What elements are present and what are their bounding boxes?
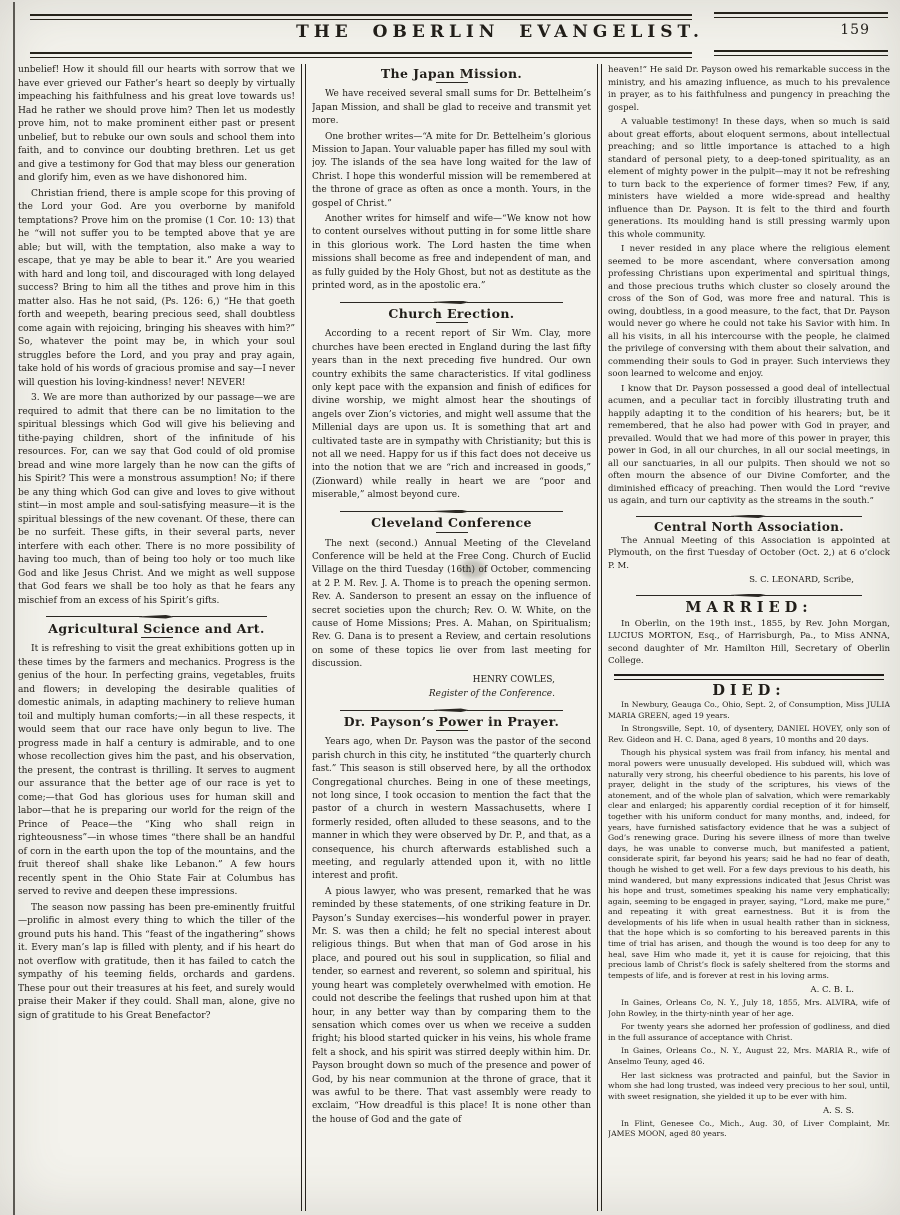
ornament-diamond: [139, 615, 175, 619]
paragraph: A pious lawyer, who was present, remarked that he was reminded by these statements, of one striking feature in Dr. Payson’s Sunday exercises—his wonderful power in prayer. Mr. S. was then a child; he felt no special interest about religious things. But when that man of God arose in his place, and poured out his soul in supplication, so filial and tender, so earnest and reverent, so solemn and spiritual, his young heart was completely overwhelmed with emotion. He could not describe the feelings that rushed upon him at that hour, in any better way than by comparing them to the sensation which comes over us when we receive a sudden fright; his blood started quicker in his veins, his whole frame felt a shock, and his spirit was stirred deeply within him. Dr. Payson brought down so much of the presence and power of God, by his near communion at the throne of grace, that it was awful to be there. That vast assembly were ready to exclaim, “How dreadful is this place! It is none other than the house of God and the gate of: [312, 886, 591, 1125]
masthead: [0, 0, 900, 62]
column-divider-rule: [301, 64, 306, 1211]
paragraph: It is refreshing to visit the great exhibitions gotten up in these times by the farmers and mechanics. Progress is the genius of the hour. In perfecting grains, vegetables, fruits and flowers; in developing the desirable qualities of domestic animals, in adapting machinery to relieve human toil and multiply human comforts;—in all these respects, it would seem that our race have only begun to live. The progress made in half a century is admirable, and to one whose recollection gives him the past, and his observation, the present, the contrast is thrilling. It serves to augment our assurance that the better age of our race is yet to come;—that God has glorious uses for human skill and labor—that he is preparing our world for the reign of the Prince of Peace—the “King who shall reign in righteousness”—in whose times “there shall be an handful of corn in the earth upon the top of the mountains, and the fruit thereof shall shake like Lebanon.” A few hours recently spent in the Ohio State Fair at Columbus has served to revive and deepen these impressions.: [18, 644, 295, 897]
heading-rule: [436, 322, 468, 323]
paragraph: According to a recent report of Sir Wm. Clay, more churches have been erected in England during the last fifty years than in the next preceding five hundred. Our own country exhibits the same characteristics. If vital godliness only kept pace with the expansion and finish of edifices for divine worship, we might almost hear the shoutings of angels over Zion’s victories, and might well assume that the Millenial days are upon us. It is something that art and cultivated taste are in sympathy with Christianity; but this is not all we need. Happy for us if this fact does not deceive us into the notion that we are “rich and increased in goods,” (Zionward) while really in heart we are “poor and miserable,” almost beyond cure.: [312, 329, 591, 501]
obituary-paragraph: In Flint, Genesee Co., Mich., Aug. 30, of Liver Complaint, Mr. JAMES MOON, aged 80 years.: [608, 1118, 890, 1139]
ornament-diamond: [731, 515, 767, 519]
divider-ornament: [636, 515, 862, 519]
signature-initials: A. S. S.: [822, 1106, 854, 1117]
heading-rule: [436, 82, 468, 83]
obituary-paragraph: For twenty years she adorned her profession of godliness, and died in the full assurance of acceptance with Christ.: [608, 1022, 890, 1042]
paragraph: We have received several small sums for Dr. Bettelheim’s Japan Mission, and shall be glad to receive and transmit yet more.: [312, 89, 591, 127]
paragraph: The next (second.) Annual Meeting of the Cleveland Conference will be held at the Free Cong. Church of Euclid Village on the third Tuesday (16th) of October, commencing at 2 P. M. Rev. J. A. Thome is to preach the opening sermon. Rev. A. Sanderson to present an essay on the influence of secret societies upon the church; Rev. O. W. White, on the cause of Home Missions; Pres. A. Mahan, on Spiritualism; Rev. G. Dana is to present a Review, and certain resolutions on some of these topics lie over from last meeting for discussion.: [312, 538, 591, 670]
paragraph: heaven!” He said Dr. Payson owed his remarkable success in the ministry, and his amazing influence, as much to his prevalence in prayer, as to his faithfulness and pungency in preaching the gospel.: [608, 65, 890, 113]
column-1: [18, 64, 295, 1211]
column-divider-rule: [597, 64, 602, 1211]
paragraph: Years ago, when Dr. Payson was the pastor of the second parish church in this city, he instituted “the quarterly church fast.” This season is still observed here, by all the orthodox Congregational churches. Being in one of these meetings, not long since, I took occasion to mention the fact that the pastor of a church in western Massachusetts, where I formerly resided, often alluded to these seasons, and to the manner in which they were observed by Dr. P., and that, as a consequence, his church afterwards established such a meeting, and regularly attended upon it, with no little interest and profit.: [312, 737, 591, 882]
paragraph: I never resided in any place where the religious element seemed to be more ascendant, where conversation among professing Christians upon experimental and spiritual things, and those precious truths which cluster so closely around the cross of the Son of God, was more free and natural. This is owing, doubtless, in a good measure, to the fact, that Dr. Payson would never go where he could not take his Savior with him. In all his visits, in all his intercourse with the people, he claimed the privilege of conversing with them about their salvation, and commending their souls to God in prayer. Such interviews they soon learned to welcome and enjoy.: [608, 244, 890, 379]
masthead-rule-top-right: [714, 12, 888, 18]
ornament-diamond: [434, 708, 470, 712]
ornament-diamond: [434, 301, 470, 305]
paragraph: unbelief! How it should fill our hearts with sorrow that we have ever grieved our Father’s heart so deeply by virtually impeaching his faithfulness and his great love towards us! Had he rather we should prove him? Then let us modestly prove him, not to make prominent either past or present unbelief, but to rebuke our own souls and school them into faith, and to convince our doubting brethren. Let us get and give a testimony for God that may bless our generation and glorify him, even as we have dishonored him.: [18, 65, 295, 183]
column-layout: [18, 64, 890, 1211]
article-heading: Dr. Payson’s Power in Prayer.: [343, 713, 560, 729]
paragraph: 3. We are more than authorized by our passage—we are required to admit that there can be no limitation to the spiritual blessings which God will give his believing and tithe-paying children, short of the infinitude of his resources. For, can we say that God could of old promise bread and wine more largely than he now can the gifts of his Spirit? This were a monstrous assumption! No; if there be any thing which God can give and loves to give without stint—in most ample and soul-satisfying measure—it is the spiritual blessings of the new covenant. Of these, there can be no surfeit. These gifts, in their several parts, never interfere with each other. There is no more possibility of having too much, than of being too holy or too much like God and like Jesus Christ. And we might as well suppose that God fears we shall be too holy as that he fears any mischief from an excess of his Spirit’s gifts.: [18, 393, 295, 606]
signature-title: Register of the Conference.: [428, 689, 555, 700]
paragraph: A valuable testimony! In these days, when so much is said about great efforts, about eloquent sermons, about intellectual preaching; and so little importance is attached to a high standard of personal piety, to a deep-toned spirituality, as an element of mighty power in the pulpit—may it not be refreshing to turn back to the experience of former times? Few, if any, ministers have wielded a more wide-spread and healthy influence than Dr. Payson. It is felt to the third and fourth generations. Its moulding hand is still pressing warmly upon this whole community.: [608, 117, 890, 240]
obituary-paragraph: In Strongsville, Sept. 10, of dysentery, DANIEL HOVEY, only son of Rev. Gideon and H. C. Dana, aged 8 years, 10 months and 20 days.: [608, 724, 890, 744]
paragraph: In Oberlin, on the 19th inst., 1855, by Rev. John Morgan, LUCIUS MORTON, Esq., of Harrisburgh, Pa., to Miss ANNA, second daughter of Mr. Hamilton Hill, Secretary of Oberlin College.: [608, 618, 890, 666]
divider-ornament: [636, 594, 862, 598]
masthead-rule-top-left: [30, 14, 692, 20]
signature-initials: A. C. B. L.: [810, 985, 854, 996]
paragraph: The Annual Meeting of this Association is appointed at Plymouth, on the first Tuesday of October (Oct. 2,) at 6 o’clock P. M.: [608, 535, 890, 571]
column-2: [312, 64, 591, 1211]
heading-rule: [436, 730, 468, 731]
divider-ornament: [340, 510, 563, 514]
divider-ornament: [46, 615, 268, 619]
page-number: 159: [840, 22, 870, 38]
paragraph: One brother writes—“A mite for Dr. Bettelheim’s glorious Mission to Japan. Your valuable paper has filled my soul with joy. The islands of the sea have long waited for the law of Christ. I hope this wonderful mission will be remembered at the throne of grace as often as once a month. Yours, in the gospel of Christ.”: [312, 131, 591, 209]
obituary-paragraph: In Newbury, Geauga Co., Ohio, Sept. 2, of Consumption, Miss JULIA MARIA GREEN, aged 19 years.: [608, 700, 890, 720]
obituary-paragraph: In Gaines, Orleans Co, N. Y., July 18, 1855, Mrs. ALVIRA, wife of John Rowley, in the thirty-ninth year of her age.: [608, 997, 890, 1018]
section-heading: DIED:: [712, 681, 786, 699]
obituary-paragraph: Though his physical system was frail from infancy, his mental and moral powers were unusually developed. His subdued will, which was naturally very strong, his cheerful obedience to his parents, his love of prayer, delight in the study of the scriptures, his views of the atonement, and of the whole plan of salvation, which were remarkably clear and enlarged; his apparently cordial reception of it for himself, together with his uniform conduct for many months, and, indeed, for years, have furnished satisfactory evidence that he was a subject of God’s renewing grace. During his severe illness of more than twelve days, he was unable to converse much, but manifested a patient, considerate spirit, far beyond his years; said he had no fear of death, though he wished to get well. For a few days previous to his death, his mind wandered, but many expressions indicated that Jesus Christ was his hope and trust, sometimes speaking his name very emphatically; again, seeming to be engaged in prayer, saying, “Lord, make me pure,” and repeating it with great earnestness. But it is from the developments of his life when in usual health rather than in sickness, that the hope which is so comforting to his bereaved parents in this time of trial has arisen, and though the wound is too deep for any to heal, save Him who made it, yet it is cause for rejoicing, that this precious lamb of Christ’s flock is safely sheltered from the storms and tempests of life, and is forever at rest in his loving arms.: [608, 748, 890, 980]
page-edge-rule: [13, 2, 15, 1215]
paper-title: THE OBERLIN EVANGELIST.: [296, 22, 704, 42]
heading-rule: [141, 637, 173, 638]
paragraph: I know that Dr. Payson possessed a good deal of intellectual acumen, and a peculiar tact in forcibly illustrating truth and happily adapting it to the condition of his hearers; but, be it remembered, that he also had power with God in prayer, and prevailed. Would that we had more of this power in prayer, this power in God, in all our churches, in all our social meetings, in all our sanctuaries, in all our pulpits. Then should we not so often mourn the absence of our Divine Comforter, and the diminished efficacy of preaching. Then would the Lord “revive us again, and turn our captivity as the streams in the south.”: [608, 383, 890, 506]
signature: HENRY COWLES,: [472, 674, 555, 685]
article-heading: The Japan Mission.: [380, 66, 523, 81]
heading-rule: [436, 532, 468, 533]
article-heading: Cleveland Conference: [371, 515, 532, 531]
ornament-diamond: [434, 510, 470, 514]
section-heading: MARRIED:: [685, 599, 813, 616]
obituary-paragraph: In Gaines, Orleans Co., N. Y., August 22, Mrs. MARIA R., wife of Anselmo Teuny, aged 46.: [608, 1046, 890, 1066]
paragraph: The season now passing has been pre-eminently fruitful—prolific in almost every thing to which the tiller of the ground puts his hand. This “feast of the ingathering” shows it. Every man’s lap is filled with plenty, and if his heart do not overflow with gratitude, then it has failed to catch the sympathy of his teeming fields, orchards and gardens. These pour out their treasures at his feet, and surely would praise their Maker if they could. Shall man, alone, give no sign of gratitude to his Great Benefactor?: [18, 902, 295, 1021]
obituary-paragraph: Her last sickness was protracted and painful, but the Savior in whom she had long trusted, was indeed very precious to her soul, until, with sweet resignation, she yielded it up to be ever with him.: [608, 1070, 890, 1101]
article-heading: Church Erection.: [388, 306, 515, 321]
article-heading: Agricultural Science and Art.: [48, 620, 265, 636]
masthead-rule-bottom-left: [30, 52, 692, 58]
ornament-diamond: [731, 594, 767, 598]
signature: S. C. LEONARD, Scribe,: [749, 575, 854, 585]
section-rule: [614, 674, 884, 680]
masthead-rule-bottom-right: [714, 50, 888, 56]
paragraph: Another writes for himself and wife—“We know not how to content ourselves without putting in for some little share in this glorious work. The Lord hasten the time when missions shall become as free and independent of man, and as fully guided by the Holy Ghost, but not as destitute as the printed word, as in the apostolic era.”: [312, 214, 591, 292]
divider-ornament: [340, 301, 563, 305]
column-3: [608, 64, 890, 1211]
divider-ornament: [340, 708, 563, 712]
paragraph: Christian friend, there is ample scope for this proving of the Lord your God. Are you overborne by manifold temptations? Prove him on the promise (1 Cor. 10: 13) that he “will not suffer you to be tempted above that ye are able; but will, with the temptation, also make a way to escape, that ye may be able to bear it.” Are you wearied with hard and long toil, and discouraged with long delayed success? Bring to him all the tithes and prove him in this matter also. Has he not said, (Ps. 126: 6,) “He that goeth forth and weepeth, bearing precious seed, shall doubtless come again with rejoicing, bringing his sheaves with him?” So, whatever the point may be, in which your soul struggles before the Lord, and you pray and pray again, take hold of his words of gracious promise and say—I never will question his loving-kindness! never! NEVER!: [18, 188, 295, 388]
article-heading: Central North Association.: [654, 520, 844, 534]
